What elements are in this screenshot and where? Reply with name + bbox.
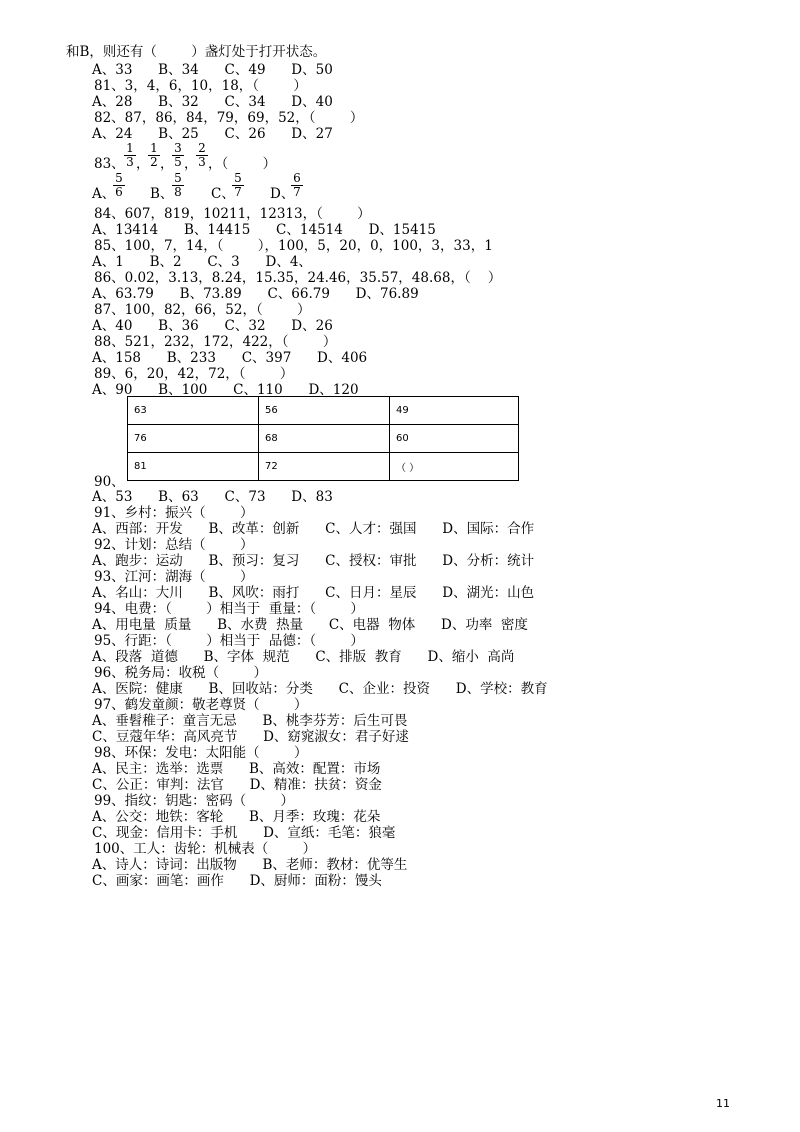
table-row — [128, 425, 519, 453]
option-label: C、 — [211, 186, 235, 202]
question-95: 95、行距：（ ）相当于 品德：（ ） — [94, 633, 364, 649]
options-line: A、段落 道德 B、字体 规范 C、排版 教育 D、缩小 高尚 — [92, 649, 515, 665]
question-87: 87、100，82，66，52，（ ） — [94, 302, 311, 318]
options-line: C、公正：审判：法官 D、精准：扶贫：资金 — [92, 777, 382, 793]
question-89: 89、6，20，42，72，（ ） — [94, 366, 294, 382]
question-83-blank: ，（ ） — [208, 156, 277, 172]
question-85: 85、100，7，14，（ ），100，5，20，0，100，3，33，1 — [94, 238, 493, 254]
options-line: A、53 B、63 C、73 D、83 — [92, 489, 333, 505]
number-grid-table — [127, 396, 519, 481]
question-93: 93、江河：湖海（ ） — [94, 569, 254, 585]
question-82: 82、87，86，84，79，69，52，（ ） — [94, 110, 364, 126]
question-100: 100、工人：齿轮：机械表（ ） — [94, 841, 317, 857]
options-line: A、用电量 质量 B、水费 热量 C、电器 物体 D、功率 密度 — [92, 617, 528, 633]
fraction: $\frac{1}{2}$ — [148, 142, 160, 169]
question-99: 99、指纹：钥匙：密码（ ） — [94, 793, 295, 809]
options-line: A、民主：选举：选票 B、高效：配置：市场 — [92, 761, 381, 777]
text-line: 和B，则还有（ ）盏灯处于打开状态。 — [66, 44, 327, 60]
table-cell: （ ） — [390, 453, 519, 481]
question-94: 94、电费：（ ）相当于 重量：（ ） — [94, 601, 364, 617]
table-row — [128, 453, 519, 481]
options-line: A、西部：开发 B、改革：创新 C、人才：强国 D、国际：合作 — [92, 521, 535, 537]
question-97: 97、鹤发童颜：敬老尊贤（ ） — [94, 697, 308, 713]
options-line: A、24 B、25 C、26 D、27 — [92, 126, 333, 142]
option-label: B、 — [150, 186, 174, 202]
question-83-prefix: 83、 — [94, 156, 125, 172]
fraction: $\frac{5}{8}$ — [172, 172, 184, 199]
question-84: 84、607，819，10211，12313，（ ） — [94, 206, 371, 222]
fraction: $\frac{6}{7}$ — [291, 172, 303, 199]
question-88: 88、521，232，172，422，（ ） — [94, 334, 337, 350]
table-cell: 63 — [128, 397, 259, 425]
options-line: A、28 B、32 C、34 D、40 — [92, 94, 333, 110]
options-line: A、63.79 B、73.89 C、66.79 D、76.89 — [92, 286, 419, 302]
options-line: A、名山：大川 B、风吹：雨打 C、日月：星辰 D、湖光：山色 — [92, 585, 535, 601]
fraction: $\frac{2}{3}$ — [196, 142, 208, 169]
table-cell: 56 — [259, 397, 390, 425]
table-row — [128, 397, 519, 425]
question-96: 96、税务局：收税（ ） — [94, 665, 268, 681]
question-86: 86、0.02，3.13，8.24，15.35，24.46，35.57，48.68，（ ） — [94, 270, 502, 286]
fraction: $\frac{5}{6}$ — [113, 172, 125, 199]
options-line: A、垂髫稚子：童言无忌 B、桃李芬芳：后生可畏 — [92, 713, 408, 729]
table-cell: 72 — [259, 453, 390, 481]
table-cell: 81 — [128, 453, 259, 481]
options-line: A、33 B、34 C、49 D、50 — [92, 62, 333, 78]
question-81: 81、3，4，6，10，18，（ ） — [94, 78, 307, 94]
separator: ， — [184, 156, 198, 172]
options-line: A、40 B、36 C、32 D、26 — [92, 318, 333, 334]
options-line: C、豆蔻年华：高风亮节 D、窈窕淑女：君子好逑 — [92, 729, 409, 745]
fraction: $\frac{5}{7}$ — [232, 172, 244, 199]
separator: ， — [160, 156, 174, 172]
options-line: A、公交：地铁：客轮 B、月季：玫瑰：花朵 — [92, 809, 381, 825]
table-cell: 68 — [259, 425, 390, 453]
page-number: 11 — [716, 1097, 730, 1110]
options-line: A、诗人：诗词：出版物 B、老师：教材：优等生 — [92, 857, 408, 873]
table-cell: 76 — [128, 425, 259, 453]
fraction: $\frac{3}{5}$ — [172, 142, 184, 169]
question-91: 91、乡村：振兴（ ） — [94, 505, 254, 521]
options-line: A、90 B、100 C、110 D、120 — [92, 382, 359, 398]
options-line: A、1 B、2 C、3 D、4、 — [92, 254, 312, 270]
options-line: A、 — [92, 186, 116, 202]
question-98: 98、环保：发电：太阳能（ ） — [94, 745, 308, 761]
table-cell: 60 — [390, 425, 519, 453]
table-cell: 49 — [390, 397, 519, 425]
separator: ， — [136, 156, 150, 172]
question-92: 92、计划：总结（ ） — [94, 537, 254, 553]
option-label: D、 — [270, 186, 295, 202]
options-line: A、跑步：运动 B、预习：复习 C、授权：审批 D、分析：统计 — [92, 553, 535, 569]
options-line: C、画家：画笔：画作 D、厨师：面粉：馒头 — [92, 873, 382, 889]
fraction: $\frac{1}{3}$ — [124, 142, 136, 169]
options-line: A、13414 B、14415 C、14514 D、15415 — [92, 222, 436, 238]
question-90: 90、 — [94, 474, 125, 490]
options-line: A、158 B、233 C、397 D、406 — [92, 350, 368, 366]
options-line: A、医院：健康 B、回收站：分类 C、企业：投资 D、学校：教育 — [92, 681, 548, 697]
options-line: C、现金：信用卡：手机 D、宣纸：毛笔：狼毫 — [92, 825, 396, 841]
